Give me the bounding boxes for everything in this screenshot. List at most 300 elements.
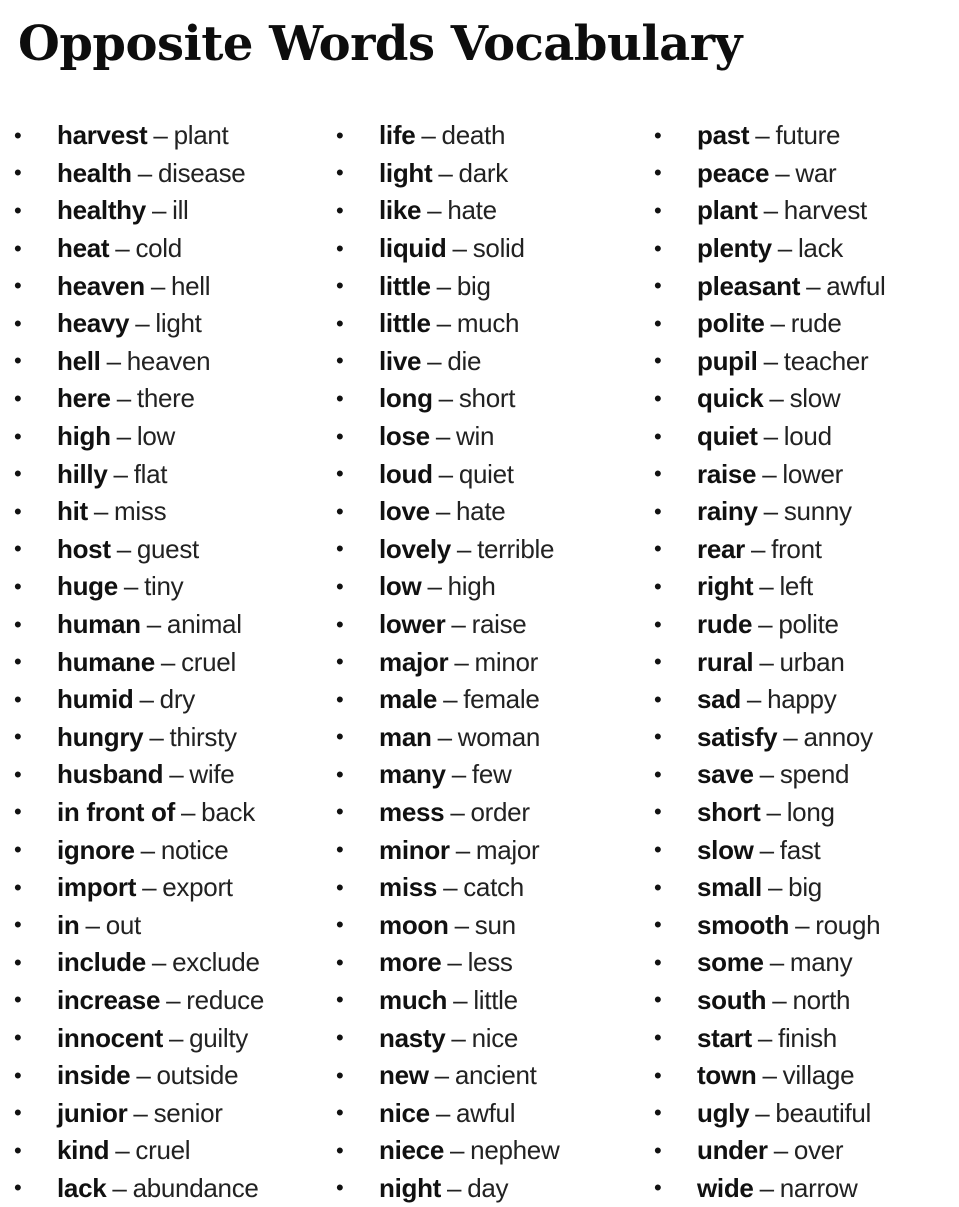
dash-separator: –: [759, 759, 774, 790]
opposite-term: polite: [778, 609, 839, 640]
opposite-term: raise: [471, 609, 527, 640]
opposite-term: short: [458, 383, 516, 414]
bullet-icon: •: [14, 1100, 22, 1126]
word-term: junior: [57, 1097, 128, 1128]
list-item: [336, 831, 654, 869]
dash-separator: –: [451, 759, 466, 790]
dash-separator: –: [116, 383, 131, 414]
bullet-icon: •: [654, 197, 662, 223]
bullet-icon: •: [654, 1062, 662, 1088]
word-term: humane: [57, 646, 155, 677]
bullet-icon: •: [336, 912, 344, 938]
bullet-icon: •: [14, 649, 22, 675]
word-term: low: [379, 571, 422, 602]
bullet-icon: •: [14, 498, 22, 524]
dash-separator: –: [447, 1172, 462, 1203]
word-term: little: [379, 308, 431, 339]
opposite-term: disease: [157, 157, 246, 188]
word-term: import: [57, 872, 137, 903]
list-item: [14, 643, 332, 681]
bullet-icon: •: [14, 912, 22, 938]
list-item: [654, 606, 954, 644]
bullet-icon: •: [14, 1137, 22, 1163]
bullet-icon: •: [14, 874, 22, 900]
dash-separator: –: [427, 571, 442, 602]
word-term: more: [379, 947, 442, 978]
bullet-icon: •: [14, 837, 22, 863]
bullet-icon: •: [14, 987, 22, 1013]
bullet-icon: •: [14, 573, 22, 599]
opposite-term: dry: [159, 684, 195, 715]
word-term: major: [379, 646, 449, 677]
opposite-term: animal: [166, 609, 242, 640]
dash-separator: –: [113, 458, 128, 489]
word-term: quiet: [697, 421, 758, 452]
bullet-icon: •: [336, 874, 344, 900]
bullet-icon: •: [336, 536, 344, 562]
dash-separator: –: [763, 345, 778, 376]
word-term: lose: [379, 421, 430, 452]
list-item: [14, 1094, 332, 1132]
list-item: [654, 643, 954, 681]
dash-separator: –: [759, 646, 774, 677]
bullet-icon: •: [336, 949, 344, 975]
list-item: [336, 1019, 654, 1057]
opposite-term: long: [786, 796, 835, 827]
bullet-icon: •: [14, 799, 22, 825]
word-term: right: [697, 571, 754, 602]
word-term: raise: [697, 458, 757, 489]
dash-separator: –: [755, 120, 770, 151]
bullet-icon: •: [14, 536, 22, 562]
opposite-term: lack: [797, 233, 843, 264]
list-item: [654, 869, 954, 907]
bullet-icon: •: [336, 1062, 344, 1088]
bullet-icon: •: [336, 987, 344, 1013]
list-item: [336, 1170, 654, 1207]
bullet-icon: •: [336, 761, 344, 787]
dash-separator: –: [435, 1097, 450, 1128]
dash-separator: –: [116, 533, 131, 564]
opposite-term: hate: [456, 496, 506, 527]
opposite-term: tiny: [144, 571, 184, 602]
opposite-term: ill: [172, 195, 189, 226]
dash-separator: –: [777, 233, 792, 264]
list-item: [14, 681, 332, 719]
dash-separator: –: [759, 1172, 774, 1203]
word-term: rear: [697, 533, 745, 564]
opposite-term: win: [456, 421, 495, 452]
list-item: [654, 380, 954, 418]
opposite-term: low: [136, 421, 175, 452]
opposite-term: sunny: [783, 496, 852, 527]
bullet-icon: •: [336, 573, 344, 599]
list-item: [654, 155, 954, 193]
bullet-icon: •: [336, 799, 344, 825]
list-item: [336, 1132, 654, 1170]
list-item: [14, 343, 332, 381]
dash-separator: –: [757, 1022, 773, 1053]
word-term: man: [379, 721, 432, 752]
bullet-icon: •: [336, 160, 344, 186]
opposite-term: major: [475, 834, 540, 865]
opposite-term: cruel: [135, 1135, 191, 1166]
word-term: under: [697, 1135, 768, 1166]
list-item: [14, 756, 332, 794]
list-item: [14, 906, 332, 944]
bullet-icon: •: [336, 310, 344, 336]
dash-separator: –: [769, 947, 784, 978]
dash-separator: –: [806, 270, 821, 301]
dash-separator: –: [168, 1022, 184, 1053]
opposite-term: many: [789, 947, 853, 978]
bullet-icon: •: [336, 1100, 344, 1126]
dash-separator: –: [85, 909, 100, 940]
dash-separator: –: [443, 872, 458, 903]
dash-separator: –: [770, 308, 785, 339]
opposite-term: hate: [447, 195, 497, 226]
bullet-icon: •: [654, 461, 662, 487]
dash-separator: –: [115, 233, 130, 264]
list-item: [336, 380, 654, 418]
word-term: here: [57, 383, 111, 414]
bullet-icon: •: [14, 1062, 22, 1088]
dash-separator: –: [427, 345, 442, 376]
word-term: high: [57, 421, 111, 452]
page-title: Opposite Words Vocabulary: [18, 16, 742, 72]
word-term: ignore: [57, 834, 135, 865]
dash-separator: –: [438, 383, 453, 414]
opposite-term: urban: [779, 646, 845, 677]
dash-separator: –: [142, 872, 157, 903]
list-item: [654, 906, 954, 944]
word-term: heat: [57, 233, 110, 264]
opposite-term: big: [788, 872, 822, 903]
dash-separator: –: [750, 533, 766, 564]
list-item: [336, 531, 654, 569]
bullet-icon: •: [654, 611, 662, 637]
bullet-icon: •: [336, 423, 344, 449]
opposite-term: hell: [170, 270, 211, 301]
dash-separator: –: [166, 984, 181, 1015]
dash-separator: –: [763, 195, 778, 226]
list-item: [336, 230, 654, 268]
bullet-icon: •: [14, 122, 22, 148]
word-term: sad: [697, 684, 741, 715]
opposite-term: happy: [767, 684, 837, 715]
dash-separator: –: [453, 984, 468, 1015]
word-term: town: [697, 1060, 757, 1091]
word-term: wide: [697, 1172, 754, 1203]
list-item: [336, 944, 654, 982]
bullet-icon: •: [336, 686, 344, 712]
bullet-icon: •: [654, 874, 662, 900]
bullet-icon: •: [336, 1137, 344, 1163]
word-term: kind: [57, 1135, 110, 1166]
dash-separator: –: [795, 909, 810, 940]
bullet-icon: •: [654, 498, 662, 524]
opposite-term: awful: [826, 270, 886, 301]
list-item: [336, 455, 654, 493]
bullet-icon: •: [14, 686, 22, 712]
bullet-icon: •: [654, 348, 662, 374]
bullet-icon: •: [14, 160, 22, 186]
word-term: rural: [697, 646, 754, 677]
opposite-term: front: [771, 533, 822, 564]
bullet-icon: •: [336, 385, 344, 411]
word-term: slow: [697, 834, 754, 865]
word-term: hell: [57, 345, 101, 376]
word-term: in: [57, 909, 80, 940]
list-item: [14, 1019, 332, 1057]
dash-separator: –: [768, 872, 783, 903]
word-term: long: [379, 383, 433, 414]
dash-separator: –: [436, 270, 451, 301]
dash-separator: –: [153, 120, 168, 151]
bullet-icon: •: [654, 122, 662, 148]
word-term: little: [379, 270, 431, 301]
word-term: miss: [379, 872, 438, 903]
opposite-term: export: [162, 872, 233, 903]
bullet-icon: •: [654, 573, 662, 599]
bullet-icon: •: [654, 536, 662, 562]
dash-separator: –: [93, 496, 109, 527]
word-list-column-2: [336, 117, 654, 1207]
dash-separator: –: [137, 157, 152, 188]
list-item: [336, 982, 654, 1020]
word-term: light: [379, 157, 433, 188]
word-term: past: [697, 120, 750, 151]
bullet-icon: •: [654, 310, 662, 336]
opposite-term: female: [463, 684, 540, 715]
word-term: satisfy: [697, 721, 778, 752]
word-term: quick: [697, 383, 764, 414]
list-item: [14, 305, 332, 343]
list-item: [14, 531, 332, 569]
list-item: [336, 681, 654, 719]
list-item: [654, 982, 954, 1020]
opposite-term: notice: [160, 834, 229, 865]
word-term: life: [379, 120, 416, 151]
dash-separator: –: [454, 909, 469, 940]
dash-separator: –: [763, 496, 778, 527]
list-item: [336, 155, 654, 193]
bullet-icon: •: [654, 724, 662, 750]
opposite-term: solid: [472, 233, 525, 264]
dash-separator: –: [437, 721, 452, 752]
list-item: [654, 794, 954, 832]
list-item: [336, 719, 654, 757]
word-term: plant: [697, 195, 758, 226]
dash-separator: –: [759, 571, 774, 602]
dash-separator: –: [766, 796, 781, 827]
opposite-term: catch: [463, 872, 524, 903]
dash-separator: –: [436, 308, 451, 339]
bullet-icon: •: [14, 461, 22, 487]
opposite-term: out: [105, 909, 141, 940]
word-term: lower: [379, 609, 446, 640]
dash-separator: –: [758, 609, 773, 640]
list-item: [14, 230, 332, 268]
opposite-term: guilty: [189, 1022, 249, 1053]
opposite-term: heaven: [126, 345, 211, 376]
opposite-term: finish: [778, 1022, 837, 1053]
list-item: [654, 230, 954, 268]
list-item: [14, 267, 332, 305]
word-term: like: [379, 195, 422, 226]
word-term: night: [379, 1172, 442, 1203]
dash-separator: –: [447, 947, 462, 978]
list-item: [336, 568, 654, 606]
bullet-icon: •: [14, 1025, 22, 1051]
bullet-icon: •: [336, 197, 344, 223]
word-term: lack: [57, 1172, 107, 1203]
bullet-icon: •: [654, 1100, 662, 1126]
opposite-term: narrow: [779, 1172, 858, 1203]
word-term: plenty: [697, 233, 772, 264]
opposite-term: flat: [133, 458, 168, 489]
list-item: [14, 831, 332, 869]
dash-separator: –: [136, 1060, 151, 1091]
list-item: [14, 155, 332, 193]
word-term: hilly: [57, 458, 108, 489]
list-item: [654, 831, 954, 869]
list-item: [654, 756, 954, 794]
list-item: [336, 1094, 654, 1132]
word-term: much: [379, 984, 448, 1015]
list-item: [336, 1057, 654, 1095]
list-item: [14, 117, 332, 155]
opposite-term: dark: [458, 157, 508, 188]
word-term: live: [379, 345, 422, 376]
bullet-icon: •: [654, 761, 662, 787]
dash-separator: –: [115, 1135, 130, 1166]
dash-separator: –: [151, 947, 167, 978]
opposite-term: outside: [156, 1060, 239, 1091]
word-term: husband: [57, 759, 164, 790]
opposite-term: nice: [471, 1022, 519, 1053]
opposite-term: nephew: [470, 1135, 560, 1166]
opposite-term: rough: [815, 909, 881, 940]
word-term: heaven: [57, 270, 145, 301]
opposite-term: reduce: [186, 984, 264, 1015]
dash-separator: –: [427, 195, 442, 226]
list-item: [654, 1094, 954, 1132]
dash-separator: –: [455, 834, 470, 865]
word-term: in front of: [57, 796, 175, 827]
dash-separator: –: [746, 684, 762, 715]
opposite-term: beautiful: [775, 1097, 872, 1128]
bullet-icon: •: [14, 423, 22, 449]
bullet-icon: •: [14, 235, 22, 261]
dash-separator: –: [450, 796, 465, 827]
word-term: human: [57, 609, 141, 640]
dash-separator: –: [762, 1060, 777, 1091]
list-item: [336, 117, 654, 155]
opposite-term: guest: [136, 533, 199, 564]
dash-separator: –: [149, 721, 164, 752]
list-item: [14, 982, 332, 1020]
dash-separator: –: [456, 533, 472, 564]
word-term: loud: [379, 458, 433, 489]
dash-separator: –: [139, 684, 154, 715]
word-term: pleasant: [697, 270, 801, 301]
list-item: [654, 267, 954, 305]
list-item: [336, 192, 654, 230]
word-term: some: [697, 947, 764, 978]
list-item: [14, 380, 332, 418]
word-term: heavy: [57, 308, 130, 339]
word-term: increase: [57, 984, 161, 1015]
word-term: rude: [697, 609, 753, 640]
dash-separator: –: [769, 383, 784, 414]
bullet-icon: •: [654, 273, 662, 299]
dash-separator: –: [775, 157, 790, 188]
list-item: [654, 1057, 954, 1095]
opposite-term: abundance: [132, 1172, 259, 1203]
opposite-term: left: [779, 571, 813, 602]
dash-separator: –: [763, 421, 778, 452]
word-list-column-1: [14, 117, 332, 1207]
dash-separator: –: [454, 646, 469, 677]
word-term: humid: [57, 684, 134, 715]
bullet-icon: •: [336, 724, 344, 750]
bullet-icon: •: [654, 1025, 662, 1051]
dash-separator: –: [438, 458, 453, 489]
opposite-term: cold: [135, 233, 182, 264]
word-term: ugly: [697, 1097, 750, 1128]
list-item: [654, 944, 954, 982]
opposite-term: miss: [114, 496, 167, 527]
opposite-term: harvest: [783, 195, 867, 226]
opposite-term: thirsty: [169, 721, 237, 752]
bullet-icon: •: [336, 1175, 344, 1201]
opposite-term: high: [447, 571, 496, 602]
word-term: hit: [57, 496, 88, 527]
word-term: save: [697, 759, 754, 790]
list-item: [336, 267, 654, 305]
list-item: [654, 493, 954, 531]
opposite-term: back: [201, 796, 255, 827]
bullet-icon: •: [654, 912, 662, 938]
list-item: [654, 192, 954, 230]
bullet-icon: •: [14, 348, 22, 374]
bullet-icon: •: [654, 385, 662, 411]
list-item: [654, 681, 954, 719]
list-item: [14, 606, 332, 644]
word-term: south: [697, 984, 767, 1015]
dash-separator: –: [443, 684, 458, 715]
dash-separator: –: [762, 458, 777, 489]
opposite-term: north: [792, 984, 851, 1015]
dash-separator: –: [438, 157, 453, 188]
dash-separator: –: [150, 270, 165, 301]
word-term: pupil: [697, 345, 758, 376]
list-item: [654, 531, 954, 569]
list-item: [654, 568, 954, 606]
list-item: [336, 418, 654, 456]
opposite-term: over: [793, 1135, 844, 1166]
opposite-term: exclude: [172, 947, 260, 978]
dash-separator: –: [123, 571, 139, 602]
list-item: [336, 643, 654, 681]
opposite-term: senior: [153, 1097, 223, 1128]
opposite-term: wife: [189, 759, 235, 790]
word-term: moon: [379, 909, 449, 940]
word-term: health: [57, 157, 132, 188]
opposite-term: future: [775, 120, 841, 151]
word-term: huge: [57, 571, 118, 602]
